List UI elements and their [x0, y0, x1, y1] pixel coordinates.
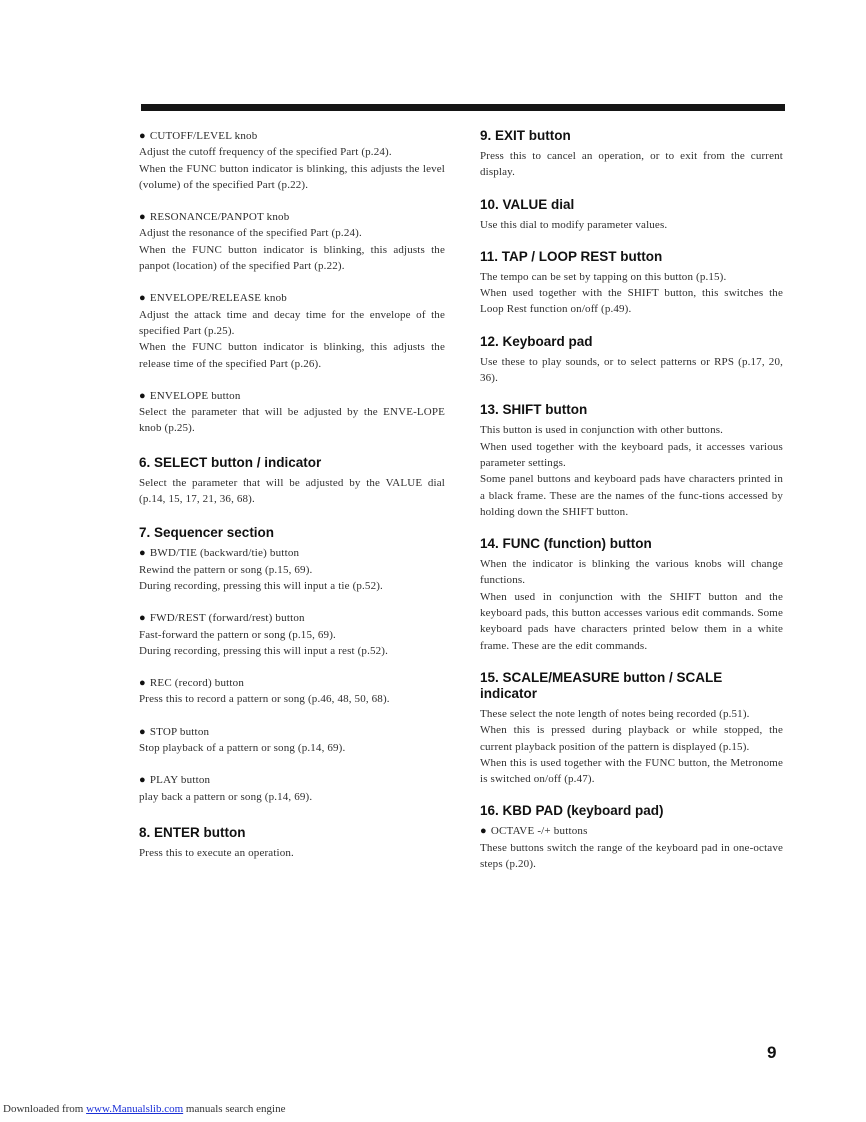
body-text: Use this dial to modify parameter values.: [480, 218, 668, 231]
envelope-knob-entry: [139, 290, 445, 371]
section-heading: 15. SCALE/MEASURE button / SCALE indicator: [480, 669, 723, 701]
func-section: [480, 536, 783, 654]
tap-section: [480, 249, 783, 318]
bullet-heading: ● CUTOFF/LEVEL knob: [139, 130, 258, 142]
body-text: Use these to play sounds, or to select patterns or RPS (p.17, 20, 36).: [480, 355, 783, 385]
bullet-heading: ● STOP button: [139, 725, 210, 738]
download-footer: [3, 1103, 285, 1115]
bullet-dot-icon: ●: [480, 825, 487, 838]
header-rule: [141, 104, 785, 111]
fwd-rest-entry: [139, 610, 445, 659]
bullet-heading: ● RESONANCE/PANPOT knob: [139, 211, 290, 224]
left-column: [139, 128, 445, 877]
bullet-dot-icon: ●: [139, 774, 146, 787]
cutoff-knob-entry: [139, 128, 445, 193]
section-heading: 9. EXIT button: [480, 128, 571, 143]
section-heading: 13. SHIFT button: [480, 402, 588, 418]
bullet-heading: ● BWD/TIE (backward/tie) button: [139, 547, 300, 560]
bullet-dot-icon: ●: [139, 389, 146, 402]
body-text: When the indicator is blinking the various knobs will change functions.: [480, 558, 783, 587]
body-text: Press this to cancel an operation, or to exit from the current display.: [480, 150, 783, 179]
exit-section: [480, 128, 783, 181]
play-entry: [139, 772, 445, 805]
body-text: Adjust the cutoff frequency of the specified Part (p.24).: [139, 146, 392, 159]
right-column: [480, 128, 783, 888]
bullet-dot-icon: ●: [139, 677, 146, 690]
section-heading: 12. Keyboard pad: [480, 333, 593, 349]
manualslib-link[interactable]: www.Manualslib.com: [86, 1103, 184, 1115]
bwd-tie-entry: [139, 545, 445, 594]
section-heading: 14. FUNC (function) button: [480, 536, 652, 552]
value-section: [480, 197, 783, 233]
body-text: When used together with the keyboard pads, it accesses various parameter settings.: [480, 440, 783, 469]
section-heading: 6. SELECT button / indicator: [139, 454, 322, 470]
body-text: When used in conjunction with the SHIFT button and the keyboard pads, this button accesses various edit commands. Some keyboard pads have characters printed below them in a white frame. These are the edit commands.: [480, 590, 783, 652]
footer-prefix: Downloaded from: [3, 1103, 87, 1115]
rec-entry: [139, 675, 445, 708]
body-text: Press this to record a pattern or song (p.46, 48, 50, 68).: [139, 693, 390, 706]
body-text: When this is used together with the FUNC button, the Metronome is switched on/off (p.47).: [480, 756, 783, 786]
body-text: Rewind the pattern or song (p.15, 69).: [139, 563, 313, 576]
bullet-dot-icon: ●: [139, 130, 146, 142]
resonance-knob-entry: [139, 209, 445, 274]
bullet-dot-icon: ●: [139, 211, 146, 224]
bullet-heading: ● FWD/REST (forward/rest) button: [139, 612, 305, 625]
section-heading: 16. KBD PAD (keyboard pad): [480, 803, 664, 819]
body-text: These select the note length of notes being recorded (p.51).: [480, 707, 750, 720]
body-text: Adjust the resonance of the specified Part (p.24).: [139, 227, 362, 240]
scale-section: [480, 670, 783, 787]
body-text: Some panel buttons and keyboard pads have characters printed in a black frame. These are the names of the func-tions accessed by holding down the SHIFT button.: [480, 473, 783, 518]
footer-suffix: manuals search engine: [183, 1103, 286, 1115]
keyboard-pad-section: [480, 334, 783, 387]
body-text: Select the parameter that will be adjusted by the ENVE-LOPE knob (p.25).: [139, 406, 445, 435]
stop-entry: [139, 724, 445, 757]
bullet-dot-icon: ●: [139, 292, 146, 305]
body-text: When the FUNC button indicator is blinking, this adjusts the panpot (location) of the specified Part (p.22).: [139, 243, 445, 273]
section-heading: 10. VALUE dial: [480, 196, 575, 212]
body-text: When used together with the SHIFT button, this switches the Loop Rest function on/off (p.49).: [480, 287, 783, 316]
sequencer-section: [139, 525, 445, 805]
body-text: Stop playback of a pattern or song (p.14, 69).: [139, 742, 346, 755]
body-text: Select the parameter that will be adjusted by the VALUE dial (p.14, 15, 17, 21, 36, 68).: [139, 476, 445, 506]
body-text: During recording, pressing this will input a rest (p.52).: [139, 644, 388, 657]
select-section: [139, 455, 445, 508]
shift-section: [480, 402, 783, 520]
body-text: When the FUNC button indicator is blinking, this adjusts the level (volume) of the specified Part (p.22).: [139, 162, 445, 191]
bullet-heading: ● OCTAVE -/+ buttons: [480, 825, 588, 838]
body-text: play back a pattern or song (p.14, 69).: [139, 790, 313, 803]
section-heading: 8. ENTER button: [139, 824, 246, 840]
enter-section: [139, 825, 445, 861]
body-text: Adjust the attack time and decay time for the envelope of the specified Part (p.25).: [139, 308, 445, 337]
bullet-heading: ● ENVELOPE button: [139, 389, 241, 402]
bullet-heading: ● REC (record) button: [139, 677, 245, 690]
kbd-pad-section: [480, 803, 783, 872]
bullet-heading: ● ENVELOPE/RELEASE knob: [139, 292, 287, 305]
body-text: This button is used in conjunction with other buttons.: [480, 424, 724, 437]
body-text: The tempo can be set by tapping on this button (p.15).: [480, 270, 727, 283]
bullet-heading: ● PLAY button: [139, 774, 211, 787]
page-number: 9: [767, 1043, 777, 1062]
body-text: Press this to execute an operation.: [139, 846, 294, 859]
body-text: Fast-forward the pattern or song (p.15, 69).: [139, 628, 336, 641]
body-text: These buttons switch the range of the keyboard pad in one-octave steps (p.20).: [480, 841, 783, 871]
body-text: During recording, pressing this will input a tie (p.52).: [139, 579, 383, 592]
bullet-dot-icon: ●: [139, 547, 146, 560]
body-text: When this is pressed during playback or while stopped, the current playback position of the pattern is displayed (p.15).: [480, 724, 783, 753]
bullet-dot-icon: ●: [139, 612, 146, 625]
section-heading: 11. TAP / LOOP REST button: [480, 248, 663, 264]
bullet-dot-icon: ●: [139, 725, 146, 738]
body-text: When the FUNC button indicator is blinking, this adjusts the release time of the specified Part (p.26).: [139, 341, 445, 370]
envelope-button-entry: [139, 388, 445, 437]
section-heading: 7. Sequencer section: [139, 525, 275, 541]
